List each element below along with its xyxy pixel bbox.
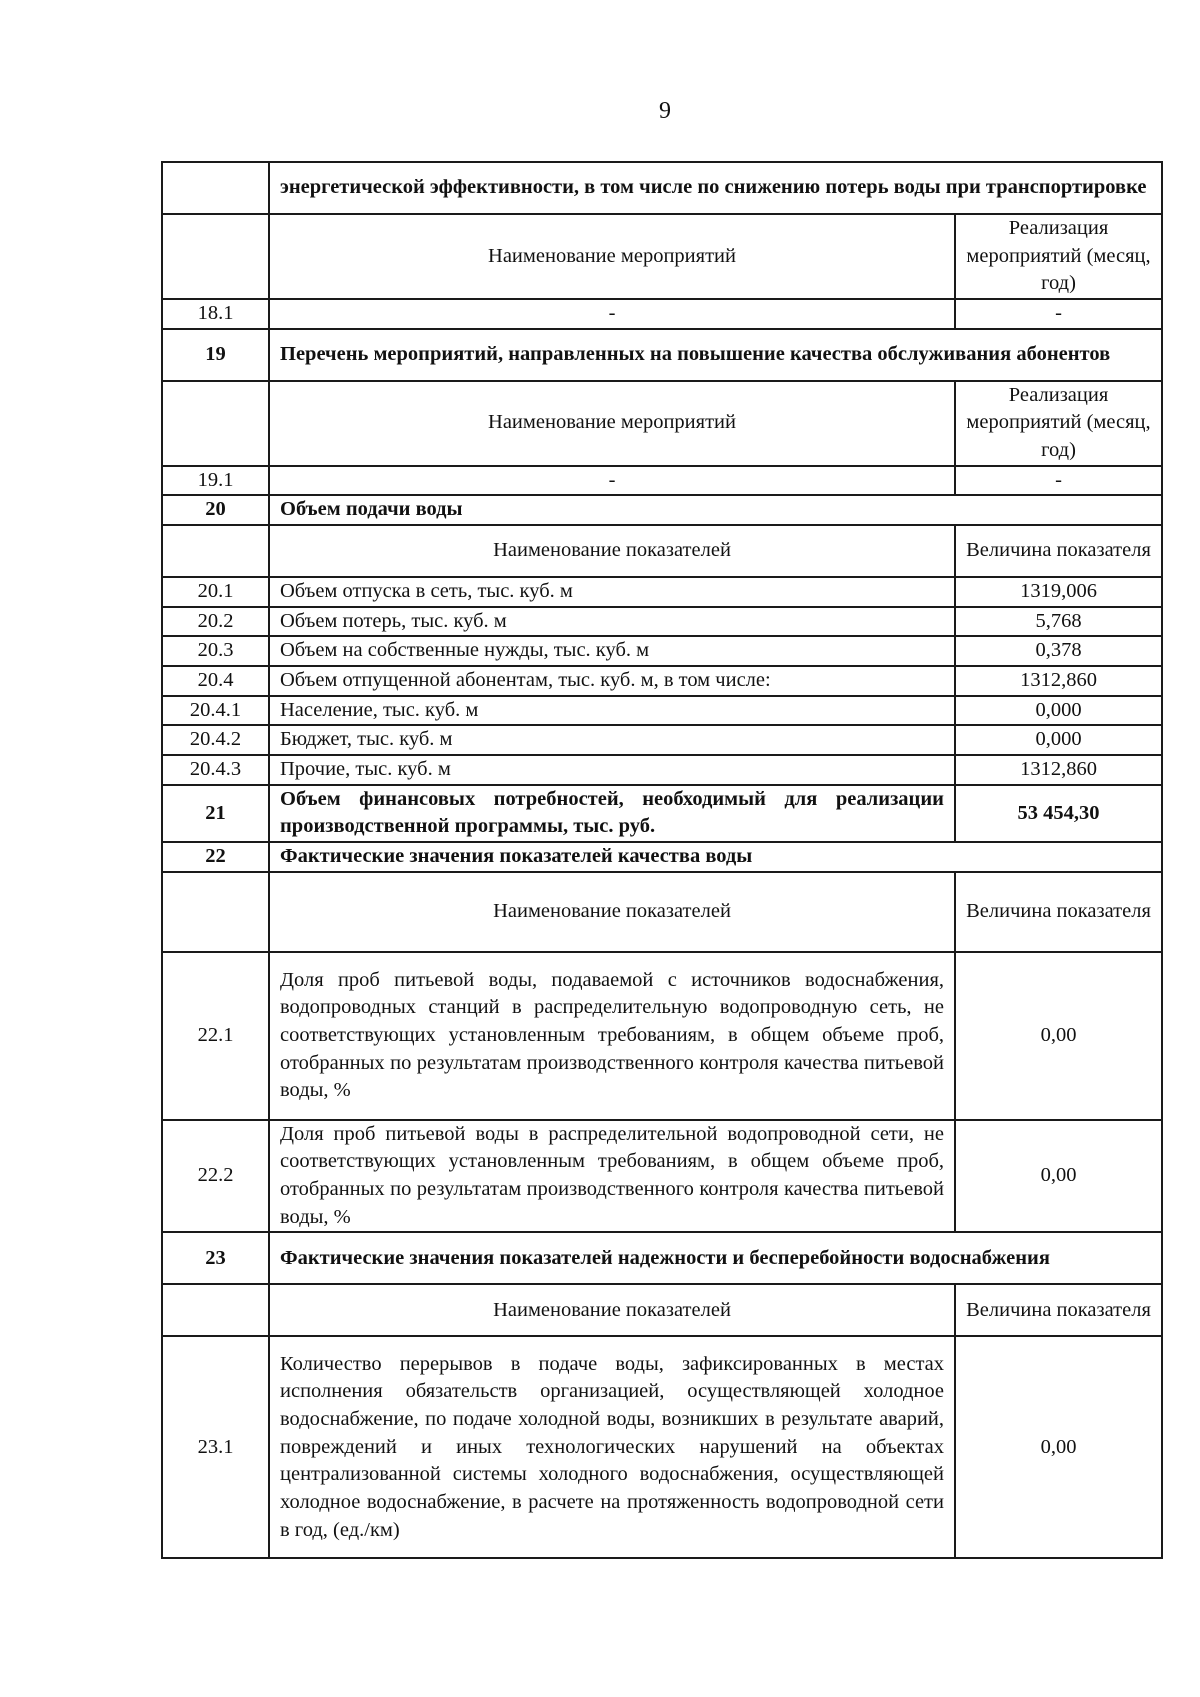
column-header-name: Наименование показателей (269, 872, 955, 952)
section-22-header-row (162, 872, 1162, 952)
row-value: 0,000 (955, 696, 1162, 726)
row-name: Объем отпуска в сеть, тыс. куб. м (269, 577, 955, 607)
row-value: - (955, 299, 1162, 329)
row-number (162, 162, 269, 214)
row-number: 18.1 (162, 299, 269, 329)
row-number: 22.2 (162, 1120, 269, 1233)
table-row (162, 577, 1162, 607)
row-number: 20.3 (162, 636, 269, 666)
section-title: Фактические значения показателей надежности и бесперебойности водоснабжения (269, 1232, 1162, 1284)
row-value: 0,00 (955, 1120, 1162, 1233)
row-number: 20.1 (162, 577, 269, 607)
column-header-value: Реализация мероприятий (месяц, год) (955, 214, 1162, 299)
row-name: Количество перерывов в подаче воды, зафиксированных в местах исполнения обязательств организацией, осуществляющей холодное водоснабжение, по подаче холодной воды, возникших в результате аварий, повреждений и иных технологических нарушений на объектах централизованной системы холодного водоснабжения, осуществляющей холодное водоснабжение, в расчете на протяженность водопроводной сети в год, (ед./км) (269, 1336, 955, 1558)
column-header-value: Величина показателя (955, 872, 1162, 952)
column-header-value: Величина показателя (955, 525, 1162, 577)
row-value: 1319,006 (955, 577, 1162, 607)
row-number: 20.4.1 (162, 696, 269, 726)
row-number: 20.4.3 (162, 755, 269, 785)
row-value: 0,378 (955, 636, 1162, 666)
row-number: 23.1 (162, 1336, 269, 1558)
section-title: Фактические значения показателей качества воды (269, 842, 1162, 872)
section-18-header-row (162, 214, 1162, 299)
row-number: 20 (162, 495, 269, 525)
row-name: - (269, 299, 955, 329)
row-value: 1312,860 (955, 755, 1162, 785)
row-name: Объем на собственные нужды, тыс. куб. м (269, 636, 955, 666)
column-header-name: Наименование показателей (269, 525, 955, 577)
section-title: Перечень мероприятий, направленных на повышение качества обслуживания абонентов (269, 329, 1162, 381)
table-row (162, 1120, 1162, 1233)
row-number: 20.4.2 (162, 725, 269, 755)
section-21-row (162, 785, 1162, 842)
row-name: Прочие, тыс. куб. м (269, 755, 955, 785)
row-value: 0,000 (955, 725, 1162, 755)
section-20-header-row (162, 525, 1162, 577)
row-number (162, 381, 269, 466)
production-program-table (161, 161, 1163, 1559)
section-18-title-row (162, 162, 1162, 214)
row-name: - (269, 466, 955, 496)
row-value: 5,768 (955, 607, 1162, 637)
row-number: 19 (162, 329, 269, 381)
section-title: Объем подачи воды (269, 495, 1162, 525)
row-number: 21 (162, 785, 269, 842)
row-number (162, 214, 269, 299)
table-row (162, 466, 1162, 496)
row-number: 19.1 (162, 466, 269, 496)
row-name: Объем отпущенной абонентам, тыс. куб. м, в том числе: (269, 666, 955, 696)
row-number: 20.4 (162, 666, 269, 696)
row-number: 22.1 (162, 952, 269, 1120)
section-19-header-row (162, 381, 1162, 466)
column-header-value: Реализация мероприятий (месяц, год) (955, 381, 1162, 466)
column-header-name: Наименование мероприятий (269, 381, 955, 466)
column-header-name: Наименование мероприятий (269, 214, 955, 299)
row-number (162, 872, 269, 952)
column-header-value: Величина показателя (955, 1284, 1162, 1336)
table-row (162, 636, 1162, 666)
row-value: 1312,860 (955, 666, 1162, 696)
table-row (162, 725, 1162, 755)
section-23-header-row (162, 1284, 1162, 1336)
row-name: Объем потерь, тыс. куб. м (269, 607, 955, 637)
table-row (162, 607, 1162, 637)
row-value: - (955, 466, 1162, 496)
row-value: 0,00 (955, 1336, 1162, 1558)
row-value: 53 454,30 (955, 785, 1162, 842)
table-row (162, 755, 1162, 785)
row-number: 20.2 (162, 607, 269, 637)
table-row (162, 666, 1162, 696)
row-name: Население, тыс. куб. м (269, 696, 955, 726)
table-row (162, 1336, 1162, 1558)
row-number (162, 525, 269, 577)
row-value: 0,00 (955, 952, 1162, 1120)
row-name: Бюджет, тыс. куб. м (269, 725, 955, 755)
table-row (162, 952, 1162, 1120)
section-19-title-row (162, 329, 1162, 381)
section-20-title-row (162, 495, 1162, 525)
row-number (162, 1284, 269, 1336)
section-23-title-row (162, 1232, 1162, 1284)
row-name: Доля проб питьевой воды в распределительной водопроводной сети, не соответствующих установленным требованиям, в общем объеме проб, отобранных по результатам производственного контроля качества питьевой воды, % (269, 1120, 955, 1233)
page-number: 9 (659, 98, 671, 124)
section-title: Объем финансовых потребностей, необходимый для реализации производственной программы, тыс. руб. (269, 785, 955, 842)
table-row (162, 299, 1162, 329)
row-number: 22 (162, 842, 269, 872)
section-22-title-row (162, 842, 1162, 872)
section-title: энергетической эффективности, в том числе по снижению потерь воды при транспортировке (269, 162, 1162, 214)
row-name: Доля проб питьевой воды, подаваемой с источников водоснабжения, водопроводных станций в распределительную водопроводную сеть, не соответствующих установленным требованиям, в общем объеме проб, отобранных по результатам производственного контроля качества питьевой воды, % (269, 952, 955, 1120)
table-row (162, 696, 1162, 726)
row-number: 23 (162, 1232, 269, 1284)
column-header-name: Наименование показателей (269, 1284, 955, 1336)
